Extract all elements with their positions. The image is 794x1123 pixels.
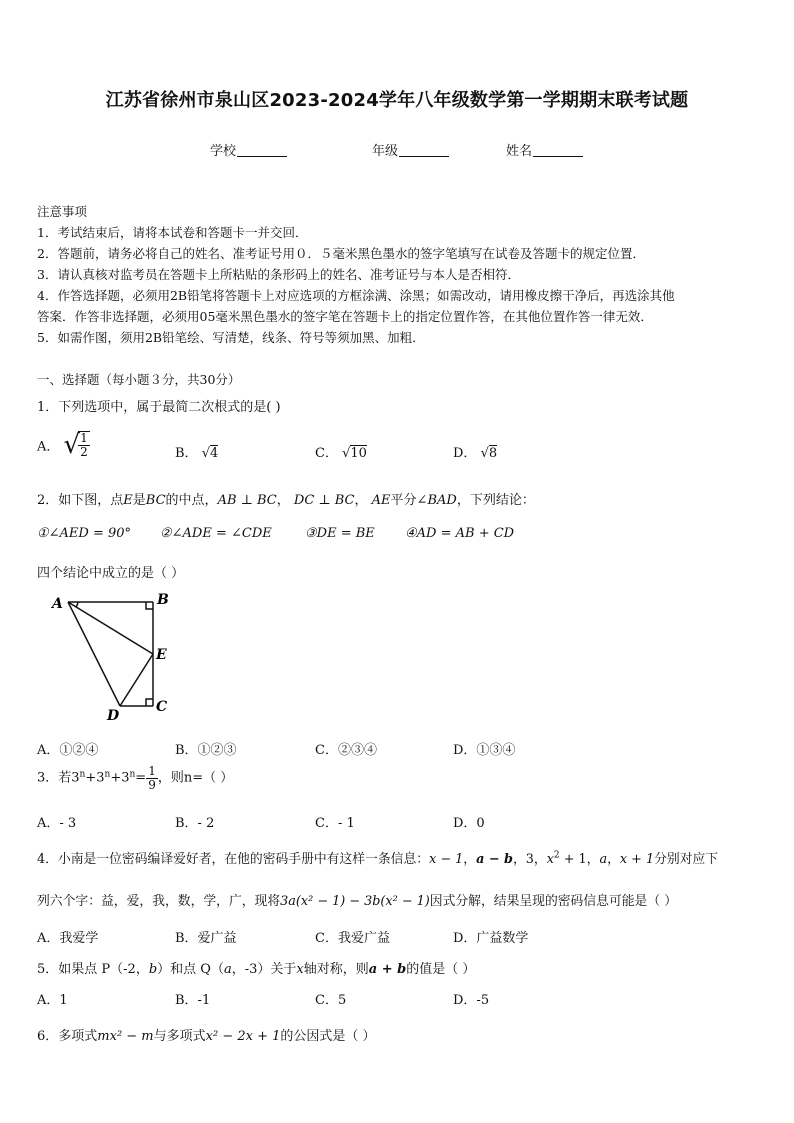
q4-option-d: D．广益数学	[453, 931, 529, 946]
name-label: 姓名	[506, 144, 533, 159]
notice-block	[37, 201, 675, 348]
q1-option-c: C． √10	[315, 446, 367, 461]
grade-field	[372, 140, 449, 159]
q2-option-a: A．①②④	[37, 743, 99, 758]
q3-option-c: C．- 1	[315, 816, 355, 831]
q2-conclusion-4: ④AD = AB + CD	[405, 526, 515, 541]
q1-a-label: A．	[37, 439, 60, 455]
radical-icon: √	[63, 430, 81, 460]
q4-stem-line1: 4．小南是一位密码编译爱好者，在他的密码手册中有这样一条信息：x − 1，a − b，3，$x^2 + 1$，a，x + 1分别对应下	[37, 850, 719, 867]
radical-icon: √	[480, 446, 489, 461]
q4-option-b: B．爱广益	[175, 931, 237, 946]
notice-heading: 注意事项	[37, 204, 88, 219]
q5-option-a: A．1	[37, 993, 68, 1008]
grade-label: 年级	[372, 144, 399, 159]
label-c: C	[156, 699, 168, 715]
q5-option-c: C．5	[315, 993, 347, 1008]
q2-conclusion-2: ②∠ADE = ∠CDE	[160, 526, 272, 541]
grade-blank	[399, 144, 449, 157]
right-angle-c-icon	[146, 699, 153, 706]
q5-stem: 5．如果点 P（-2，b）和点 Q（a，-3）关于x轴对称，则a + b的值是（ ）	[37, 962, 476, 977]
school-field	[210, 140, 287, 159]
notice-item: 3．请认真核对监考员在答题卡上所粘贴的条形码上的姓名、准考证号与本人是否相符．	[37, 267, 520, 282]
radical-icon: √	[342, 446, 351, 461]
q4-stem-line2: 列六个字：益，爱，我，数，学，广，现将3a(x² − 1) − 3b(x² − 1)因式分解，结果呈现的密码信息可能是（ ）	[37, 894, 677, 909]
notice-item: 4．作答选择题，必须用2B铅笔将答题卡上对应选项的方框涂满、涂黑；如需改动，请用橡皮擦干净后，再选涂其他	[37, 288, 675, 303]
q2-conclusion-3: ③DE = BE	[305, 526, 375, 541]
q2-option-b: B．①②③	[175, 743, 237, 758]
q2-option-d: D．①③④	[453, 743, 516, 758]
q1-option-d: D． √8	[453, 446, 498, 461]
q6-stem: 6．多项式mx² − m与多项式x² − 2x + 1的公因式是（ ）	[37, 1029, 376, 1044]
q2-option-c: C．②③④	[315, 743, 377, 758]
q1-stem: 1．下列选项中，属于最简二次根式的是( )	[37, 400, 281, 415]
notice-item: 2．答题前，请务必将自己的姓名、准考证号用０．５毫米黑色墨水的签字笔填写在试卷及答题卡的规定位置．	[37, 246, 645, 261]
right-angle-b-icon	[146, 602, 153, 609]
school-blank	[237, 144, 287, 157]
q2-question: 四个结论中成立的是（ ）	[37, 566, 185, 581]
notice-item: 5．如需作图，须用2B铅笔绘、写清楚，线条、符号等须加黑、加粗．	[37, 330, 425, 345]
q1-a-fraction: $\frac{1}{2}$	[80, 431, 88, 459]
q3-option-d: D．0	[453, 816, 485, 831]
q5-option-d: D．-5	[453, 993, 490, 1008]
segment-de	[120, 654, 153, 706]
q3-stem: 3．若$3^n+3^n+3^n=$ $\frac{1}{9}$ ，则n=（ ）	[37, 764, 234, 792]
notice-item: 1．考试结束后，请将本试卷和答题卡一并交回．	[37, 225, 308, 240]
q3-option-a: A．- 3	[37, 816, 77, 831]
q3-fraction: $\frac{1}{9}$	[148, 764, 156, 792]
q2-stem: 2．如下图，点E是BC的中点，AB ⊥ BC， DC ⊥ BC， AE平分∠BAD，下列结论：	[37, 493, 535, 508]
q4-option-c: C．我爱广益	[315, 931, 390, 946]
label-d: D	[107, 708, 120, 724]
q4-option-a: A．我爱学	[37, 931, 99, 946]
q3-option-b: B．- 2	[175, 816, 215, 831]
name-field	[506, 140, 583, 159]
label-a: A	[52, 596, 63, 612]
school-label: 学校	[210, 144, 237, 159]
label-e: E	[156, 647, 167, 663]
q2-conclusion-1: ①∠AED = 90°	[37, 526, 132, 541]
q1-option-b: B． √4	[175, 446, 219, 461]
section-heading: 一、选择题（每小题３分，共30分）	[37, 372, 241, 387]
label-b: B	[157, 592, 169, 608]
name-blank	[533, 144, 583, 157]
q5-option-b: B．-1	[175, 993, 211, 1008]
radical-icon: √	[201, 446, 210, 461]
notice-item: 答案．作答非选择题，必须用05毫米黑色墨水的签字笔在答题卡上的指定位置作答，在其他位置作答一律无效．	[37, 309, 653, 324]
q2-geometry-figure	[40, 588, 180, 728]
page-title: 江苏省徐州市泉山区2023-2024学年八年级数学第一学期期末联考试题	[105, 90, 689, 111]
q1-option-a	[37, 430, 90, 460]
